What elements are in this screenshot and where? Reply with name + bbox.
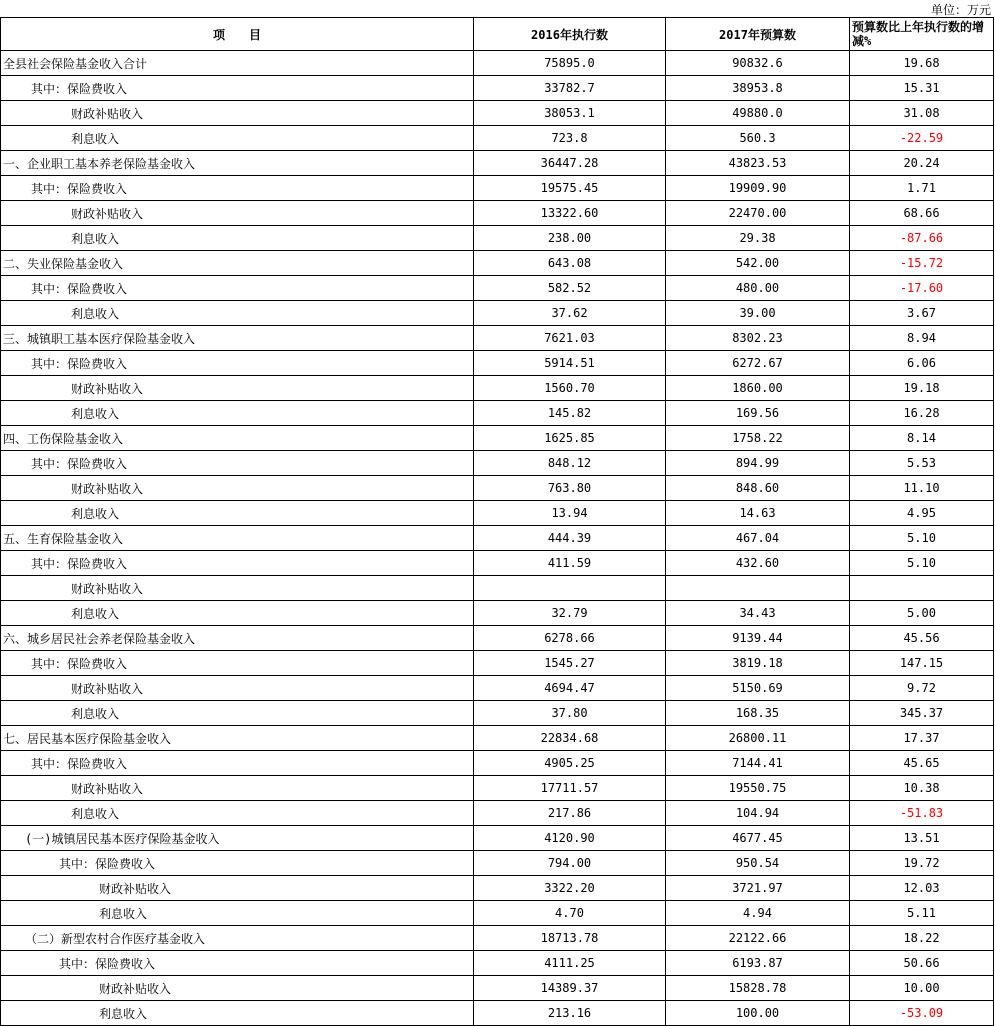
- row-2017-value: 29.38: [666, 226, 850, 251]
- row-2017-value: 100.00: [666, 1001, 850, 1026]
- row-item-name: 其中：保险费收入: [1, 451, 474, 476]
- row-change-pct: 5.10: [850, 551, 994, 576]
- row-2016-value: 33782.7: [474, 76, 666, 101]
- row-2016-value: 145.82: [474, 401, 666, 426]
- row-2016-value: 75895.0: [474, 51, 666, 76]
- table-row: [1, 201, 994, 226]
- table-row: [1, 901, 994, 926]
- row-2016-value: 3322.20: [474, 876, 666, 901]
- row-change-pct: 9.72: [850, 676, 994, 701]
- row-2016-value: 1545.27: [474, 651, 666, 676]
- row-item-name: 五、生育保险基金收入: [1, 526, 474, 551]
- row-item-name: 四、工伤保险基金收入: [1, 426, 474, 451]
- row-item-name: 财政补贴收入: [1, 576, 474, 601]
- row-item-name: 财政补贴收入: [1, 876, 474, 901]
- row-item-name: 财政补贴收入: [1, 476, 474, 501]
- row-change-pct: 6.06: [850, 351, 994, 376]
- row-2017-value: 168.35: [666, 701, 850, 726]
- table-row: [1, 651, 994, 676]
- row-change-pct: 19.68: [850, 51, 994, 76]
- row-item-name: 利息收入: [1, 301, 474, 326]
- row-2016-value: 411.59: [474, 551, 666, 576]
- row-2016-value: 848.12: [474, 451, 666, 476]
- row-2017-value: 43823.53: [666, 151, 850, 176]
- row-2017-value: 90832.6: [666, 51, 850, 76]
- row-2017-value: 169.56: [666, 401, 850, 426]
- row-2017-value: 467.04: [666, 526, 850, 551]
- row-2016-value: 13.94: [474, 501, 666, 526]
- table-row: [1, 401, 994, 426]
- row-change-pct: 5.10: [850, 526, 994, 551]
- table-row: [1, 276, 994, 301]
- row-2017-value: 480.00: [666, 276, 850, 301]
- row-2016-value: 643.08: [474, 251, 666, 276]
- row-item-name: 七、居民基本医疗保险基金收入: [1, 726, 474, 751]
- row-change-pct: -22.59: [850, 126, 994, 151]
- row-item-name: 其中：保险费收入: [1, 751, 474, 776]
- row-change-pct: -17.60: [850, 276, 994, 301]
- row-2016-value: 32.79: [474, 601, 666, 626]
- row-change-pct: 10.00: [850, 976, 994, 1001]
- row-change-pct: 16.28: [850, 401, 994, 426]
- row-2017-value: 950.54: [666, 851, 850, 876]
- row-item-name: 二、失业保险基金收入: [1, 251, 474, 276]
- row-2017-value: 3819.18: [666, 651, 850, 676]
- row-item-name: 利息收入: [1, 501, 474, 526]
- row-change-pct: 19.72: [850, 851, 994, 876]
- row-2016-value: 5914.51: [474, 351, 666, 376]
- row-2017-value: [666, 576, 850, 601]
- row-change-pct: -15.72: [850, 251, 994, 276]
- row-2017-value: 3721.97: [666, 876, 850, 901]
- row-item-name: 其中：保险费收入: [1, 276, 474, 301]
- table-row: [1, 1001, 994, 1026]
- table-row: [1, 51, 994, 76]
- row-2017-value: 5150.69: [666, 676, 850, 701]
- table-row: [1, 376, 994, 401]
- row-2016-value: 6278.66: [474, 626, 666, 651]
- row-item-name: 其中：保险费收入: [1, 651, 474, 676]
- row-change-pct: 19.18: [850, 376, 994, 401]
- row-2017-value: 9139.44: [666, 626, 850, 651]
- row-2017-value: 4677.45: [666, 826, 850, 851]
- row-2017-value: 22122.66: [666, 926, 850, 951]
- unit-row: [0, 0, 995, 17]
- table-row: [1, 851, 994, 876]
- row-2016-value: 238.00: [474, 226, 666, 251]
- row-change-pct: 18.22: [850, 926, 994, 951]
- row-2016-value: 18713.78: [474, 926, 666, 951]
- row-2016-value: 4111.25: [474, 951, 666, 976]
- table-row: [1, 476, 994, 501]
- budget-table: [0, 17, 994, 1026]
- table-row: [1, 626, 994, 651]
- row-item-name: 财政补贴收入: [1, 976, 474, 1001]
- table-row: [1, 126, 994, 151]
- row-2016-value: 37.62: [474, 301, 666, 326]
- row-2017-value: 432.60: [666, 551, 850, 576]
- row-2016-value: 38053.1: [474, 101, 666, 126]
- header-2016-actual: 2016年执行数: [474, 18, 666, 51]
- row-2016-value: 22834.68: [474, 726, 666, 751]
- row-item-name: 财政补贴收入: [1, 776, 474, 801]
- table-header-row: [1, 18, 994, 51]
- table-row: [1, 451, 994, 476]
- row-item-name: 一、企业职工基本养老保险基金收入: [1, 151, 474, 176]
- row-2017-value: 34.43: [666, 601, 850, 626]
- row-2016-value: 19575.45: [474, 176, 666, 201]
- row-2016-value: [474, 576, 666, 601]
- row-change-pct: 8.94: [850, 326, 994, 351]
- row-2016-value: 13322.60: [474, 201, 666, 226]
- row-2017-value: 39.00: [666, 301, 850, 326]
- row-2016-value: 217.86: [474, 801, 666, 826]
- row-item-name: 其中：保险费收入: [1, 551, 474, 576]
- table-row: [1, 76, 994, 101]
- row-2017-value: 560.3: [666, 126, 850, 151]
- row-change-pct: 5.00: [850, 601, 994, 626]
- row-item-name: 其中：保险费收入: [1, 176, 474, 201]
- row-item-name: 全县社会保险基金收入合计: [1, 51, 474, 76]
- row-change-pct: 10.38: [850, 776, 994, 801]
- row-change-pct: 50.66: [850, 951, 994, 976]
- row-2017-value: 542.00: [666, 251, 850, 276]
- row-change-pct: 8.14: [850, 426, 994, 451]
- row-item-name: 三、城镇职工基本医疗保险基金收入: [1, 326, 474, 351]
- table-row: [1, 951, 994, 976]
- table-row: [1, 726, 994, 751]
- row-2017-value: 19909.90: [666, 176, 850, 201]
- row-2017-value: 49880.0: [666, 101, 850, 126]
- row-item-name: 利息收入: [1, 601, 474, 626]
- table-row: [1, 751, 994, 776]
- row-item-name: (一)城镇居民基本医疗保险基金收入: [1, 826, 474, 851]
- table-row: [1, 351, 994, 376]
- table-row: [1, 976, 994, 1001]
- table-row: [1, 301, 994, 326]
- row-item-name: 财政补贴收入: [1, 376, 474, 401]
- table-row: [1, 601, 994, 626]
- row-item-name: 其中：保险费收入: [1, 351, 474, 376]
- row-2017-value: 26800.11: [666, 726, 850, 751]
- row-item-name: 财政补贴收入: [1, 676, 474, 701]
- row-item-name: 其中：保险费收入: [1, 851, 474, 876]
- row-item-name: （二）新型农村合作医疗基金收入: [1, 926, 474, 951]
- row-2016-value: 14389.37: [474, 976, 666, 1001]
- row-change-pct: 45.65: [850, 751, 994, 776]
- table-body: [1, 51, 994, 1026]
- row-change-pct: 4.95: [850, 501, 994, 526]
- row-2017-value: 7144.41: [666, 751, 850, 776]
- row-change-pct: 1.71: [850, 176, 994, 201]
- row-2017-value: 15828.78: [666, 976, 850, 1001]
- table-row: [1, 501, 994, 526]
- row-2016-value: 1625.85: [474, 426, 666, 451]
- row-2016-value: 582.52: [474, 276, 666, 301]
- row-2017-value: 6193.87: [666, 951, 850, 976]
- table-row: [1, 701, 994, 726]
- row-change-pct: 345.37: [850, 701, 994, 726]
- row-change-pct: 68.66: [850, 201, 994, 226]
- row-2016-value: 213.16: [474, 1001, 666, 1026]
- table-row: [1, 251, 994, 276]
- row-item-name: 利息收入: [1, 701, 474, 726]
- row-2016-value: 723.8: [474, 126, 666, 151]
- table-row: [1, 926, 994, 951]
- table-row: [1, 326, 994, 351]
- table-row: [1, 526, 994, 551]
- table-row: [1, 801, 994, 826]
- row-2016-value: 7621.03: [474, 326, 666, 351]
- row-change-pct: [850, 576, 994, 601]
- row-change-pct: 147.15: [850, 651, 994, 676]
- row-item-name: 利息收入: [1, 126, 474, 151]
- table-row: [1, 426, 994, 451]
- row-2016-value: 37.80: [474, 701, 666, 726]
- table-row: [1, 876, 994, 901]
- row-change-pct: 12.03: [850, 876, 994, 901]
- row-2017-value: 1758.22: [666, 426, 850, 451]
- row-2017-value: 6272.67: [666, 351, 850, 376]
- row-item-name: 财政补贴收入: [1, 201, 474, 226]
- row-item-name: 利息收入: [1, 901, 474, 926]
- row-2017-value: 38953.8: [666, 76, 850, 101]
- row-2016-value: 1560.70: [474, 376, 666, 401]
- row-change-pct: 31.08: [850, 101, 994, 126]
- table-row: [1, 551, 994, 576]
- row-2016-value: 4.70: [474, 901, 666, 926]
- row-2017-value: 894.99: [666, 451, 850, 476]
- row-2016-value: 4694.47: [474, 676, 666, 701]
- row-change-pct: 17.37: [850, 726, 994, 751]
- row-2017-value: 104.94: [666, 801, 850, 826]
- header-item: 项 目: [1, 18, 474, 51]
- header-2017-budget: 2017年预算数: [666, 18, 850, 51]
- row-2016-value: 794.00: [474, 851, 666, 876]
- row-2016-value: 17711.57: [474, 776, 666, 801]
- row-change-pct: -51.83: [850, 801, 994, 826]
- table-row: [1, 226, 994, 251]
- row-item-name: 利息收入: [1, 1001, 474, 1026]
- row-change-pct: 20.24: [850, 151, 994, 176]
- row-2017-value: 4.94: [666, 901, 850, 926]
- row-item-name: 其中：保险费收入: [1, 951, 474, 976]
- row-2017-value: 1860.00: [666, 376, 850, 401]
- row-2017-value: 19550.75: [666, 776, 850, 801]
- table-row: [1, 151, 994, 176]
- row-2016-value: 4905.25: [474, 751, 666, 776]
- row-change-pct: 11.10: [850, 476, 994, 501]
- table-row: [1, 676, 994, 701]
- row-2016-value: 36447.28: [474, 151, 666, 176]
- row-2016-value: 4120.90: [474, 826, 666, 851]
- row-change-pct: -53.09: [850, 1001, 994, 1026]
- row-2016-value: 444.39: [474, 526, 666, 551]
- row-change-pct: 3.67: [850, 301, 994, 326]
- table-row: [1, 101, 994, 126]
- row-change-pct: -87.66: [850, 226, 994, 251]
- row-change-pct: 45.56: [850, 626, 994, 651]
- table-row: [1, 576, 994, 601]
- table-row: [1, 776, 994, 801]
- unit-label: 单位：万元: [930, 3, 991, 17]
- row-item-name: 财政补贴收入: [1, 101, 474, 126]
- table-row: [1, 826, 994, 851]
- row-item-name: 其中：保险费收入: [1, 76, 474, 101]
- row-change-pct: 13.51: [850, 826, 994, 851]
- row-2017-value: 8302.23: [666, 326, 850, 351]
- row-change-pct: 5.53: [850, 451, 994, 476]
- row-change-pct: 15.31: [850, 76, 994, 101]
- header-change-pct: 预算数比上年执行数的增减%: [850, 18, 994, 51]
- row-2017-value: 22470.00: [666, 201, 850, 226]
- table-row: [1, 176, 994, 201]
- row-2017-value: 848.60: [666, 476, 850, 501]
- row-2017-value: 14.63: [666, 501, 850, 526]
- row-item-name: 利息收入: [1, 801, 474, 826]
- row-change-pct: 5.11: [850, 901, 994, 926]
- row-item-name: 六、城乡居民社会养老保险基金收入: [1, 626, 474, 651]
- row-item-name: 利息收入: [1, 226, 474, 251]
- row-2016-value: 763.80: [474, 476, 666, 501]
- row-item-name: 利息收入: [1, 401, 474, 426]
